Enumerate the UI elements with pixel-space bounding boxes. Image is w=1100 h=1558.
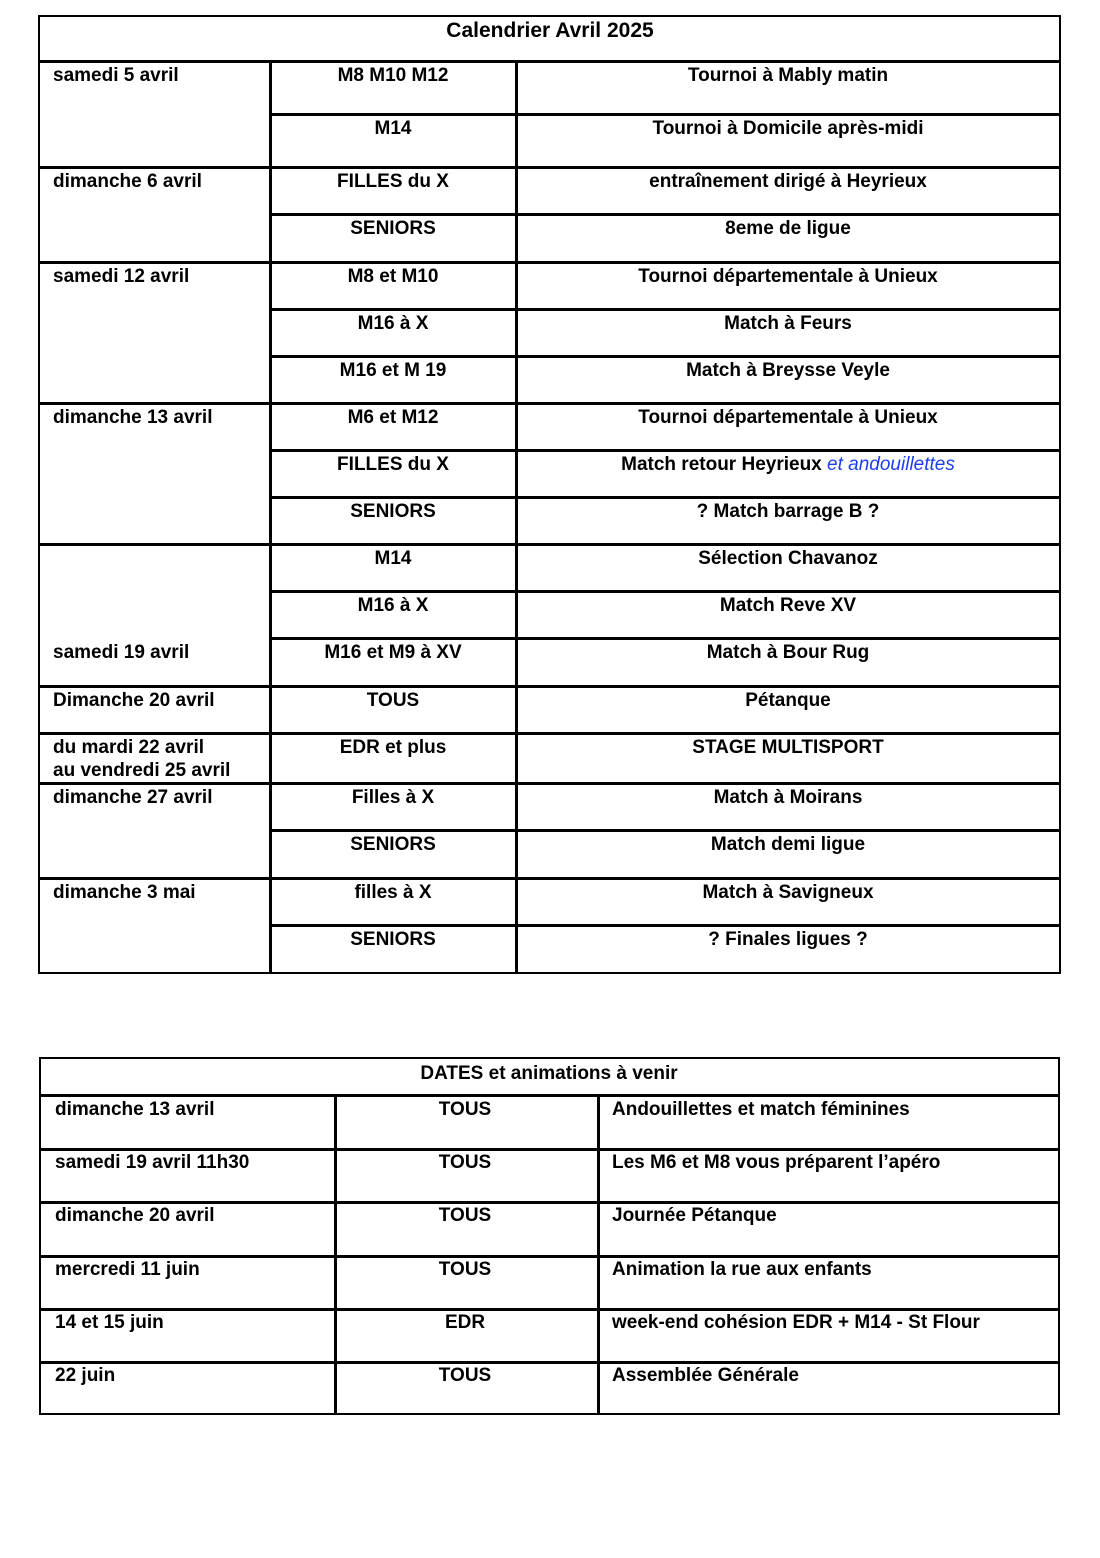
upcoming-date: mercredi 11 juin (55, 1259, 200, 1280)
upcoming-date: dimanche 13 avril (55, 1099, 215, 1120)
calendar-row-divider (38, 732, 1061, 735)
calendar-row-divider (38, 166, 1061, 169)
calendar-row-divider (38, 543, 1061, 546)
calendar-row-divider (270, 113, 1061, 116)
upcoming-col-divider (334, 1094, 337, 1415)
calendar-date: samedi 12 avril (53, 266, 190, 287)
calendar-row-divider (38, 877, 1061, 880)
calendar-row-divider (270, 355, 1061, 358)
calendar-event: Match Reve XV (719, 595, 857, 616)
calendar-group: M16 et M 19 (339, 360, 447, 381)
calendar-group: SENIORS (350, 929, 436, 950)
calendar-row-divider (270, 637, 1061, 640)
calendar-event: Match à Bour Rug (706, 642, 870, 663)
calendar-event: ? Finales ligues ? (708, 929, 868, 950)
calendar-date: dimanche 6 avril (53, 171, 202, 192)
calendar-event: Match à Savigneux (702, 882, 874, 903)
upcoming-col-divider (597, 1094, 600, 1415)
calendar-group: M14 (374, 548, 412, 569)
calendar-event: ? Match barrage B ? (696, 501, 880, 522)
calendar-event (621, 453, 955, 476)
calendar-group: Filles à X (351, 787, 435, 808)
calendar-event: Tournoi à Domicile après-midi (652, 118, 924, 139)
upcoming-event: Assemblée Générale (612, 1365, 799, 1386)
calendar-date: dimanche 13 avril (53, 407, 213, 428)
calendar-row-divider (270, 308, 1061, 311)
upcoming-event: week-end cohésion EDR + M14 - St Flour (612, 1312, 980, 1333)
upcoming-event: Animation la rue aux enfants (612, 1259, 872, 1280)
upcoming-group: TOUS (438, 1365, 492, 1386)
calendar-title-divider (38, 60, 1061, 63)
calendar-event: Pétanque (745, 690, 831, 711)
upcoming-group: TOUS (438, 1259, 492, 1280)
calendar-row-divider (270, 496, 1061, 499)
calendar-row-divider (270, 449, 1061, 452)
upcoming-group: EDR (444, 1312, 486, 1333)
calendar-group: SENIORS (350, 218, 436, 239)
upcoming-row-divider (39, 1255, 1060, 1258)
calendar-group: M6 et M12 (347, 407, 439, 428)
calendar-group: SENIORS (350, 501, 436, 522)
upcoming-date: 14 et 15 juin (55, 1312, 164, 1333)
calendar-event-extra: et andouillettes (827, 454, 955, 475)
upcoming-group: TOUS (438, 1152, 492, 1173)
calendar-group: M16 à X (357, 313, 429, 334)
calendar-date: samedi 19 avril (53, 642, 190, 663)
upcoming-date: dimanche 20 avril (55, 1205, 215, 1226)
calendar-event: Tournoi départementale à Unieux (638, 266, 938, 287)
calendar-event: Match à Moirans (713, 787, 863, 808)
calendar-group: filles à X (354, 882, 432, 903)
calendar-title: Calendrier Avril 2025 (446, 19, 654, 42)
calendar-group: SENIORS (350, 834, 436, 855)
calendar-group: TOUS (366, 690, 420, 711)
upcoming-event: Les M6 et M8 vous préparent l’apéro (612, 1152, 941, 1173)
upcoming-event: Journée Pétanque (612, 1205, 777, 1226)
upcoming-group: TOUS (438, 1099, 492, 1120)
calendar-event: Match à Feurs (724, 313, 852, 334)
calendar-group: FILLES du X (337, 454, 449, 475)
calendar-col-divider (515, 60, 518, 973)
calendar-group: M8 M10 M12 (337, 65, 449, 86)
calendar-event: Match à Breysse Veyle (686, 360, 890, 381)
upcoming-row-divider (39, 1361, 1060, 1364)
calendar-row-divider (38, 261, 1061, 264)
upcoming-group: TOUS (438, 1205, 492, 1226)
calendar-event: STAGE MULTISPORT (692, 737, 884, 758)
calendar-event: Tournoi départementale à Unieux (638, 407, 938, 428)
calendar-group: M16 et M9 à XV (324, 642, 462, 663)
calendar-date: du mardi 22 avril (53, 737, 205, 758)
upcoming-title: DATES et animations à venir (420, 1063, 678, 1084)
calendar-date-line2: au vendredi 25 avril (53, 760, 231, 781)
upcoming-row-divider (39, 1201, 1060, 1204)
calendar-row-divider (38, 685, 1061, 688)
calendar-group: M16 à X (357, 595, 429, 616)
calendar-date: Dimanche 20 avril (53, 690, 215, 711)
calendar-row-divider (38, 782, 1061, 785)
upcoming-event: Andouillettes et match féminines (612, 1099, 910, 1120)
calendar-row-divider (270, 590, 1061, 593)
upcoming-date: samedi 19 avril 11h30 (55, 1152, 250, 1173)
calendar-group: EDR et plus (339, 737, 447, 758)
calendar-row-divider (270, 213, 1061, 216)
calendar-group: M14 (374, 118, 412, 139)
calendar-event-main: Match retour Heyrieux (621, 454, 822, 475)
upcoming-date: 22 juin (55, 1365, 116, 1386)
calendar-event: 8eme de ligue (725, 218, 851, 239)
calendar-event: Sélection Chavanoz (698, 548, 878, 569)
upcoming-row-divider (39, 1148, 1060, 1151)
calendar-date: dimanche 27 avril (53, 787, 213, 808)
calendar-group: FILLES du X (337, 171, 449, 192)
calendar-row-divider (270, 829, 1061, 832)
calendar-date: dimanche 3 mai (53, 882, 196, 903)
upcoming-title-divider (39, 1094, 1060, 1097)
calendar-row-divider (38, 402, 1061, 405)
calendar-event: Match demi ligue (710, 834, 866, 855)
calendar-date: samedi 5 avril (53, 65, 179, 86)
upcoming-row-divider (39, 1308, 1060, 1311)
calendar-row-divider (270, 924, 1061, 927)
calendar-event: Tournoi à Mably matin (687, 65, 889, 86)
calendar-col-divider (269, 60, 272, 973)
calendar-event: entraînement dirigé à Heyrieux (649, 171, 927, 192)
calendar-group: M8 et M10 (347, 266, 439, 287)
